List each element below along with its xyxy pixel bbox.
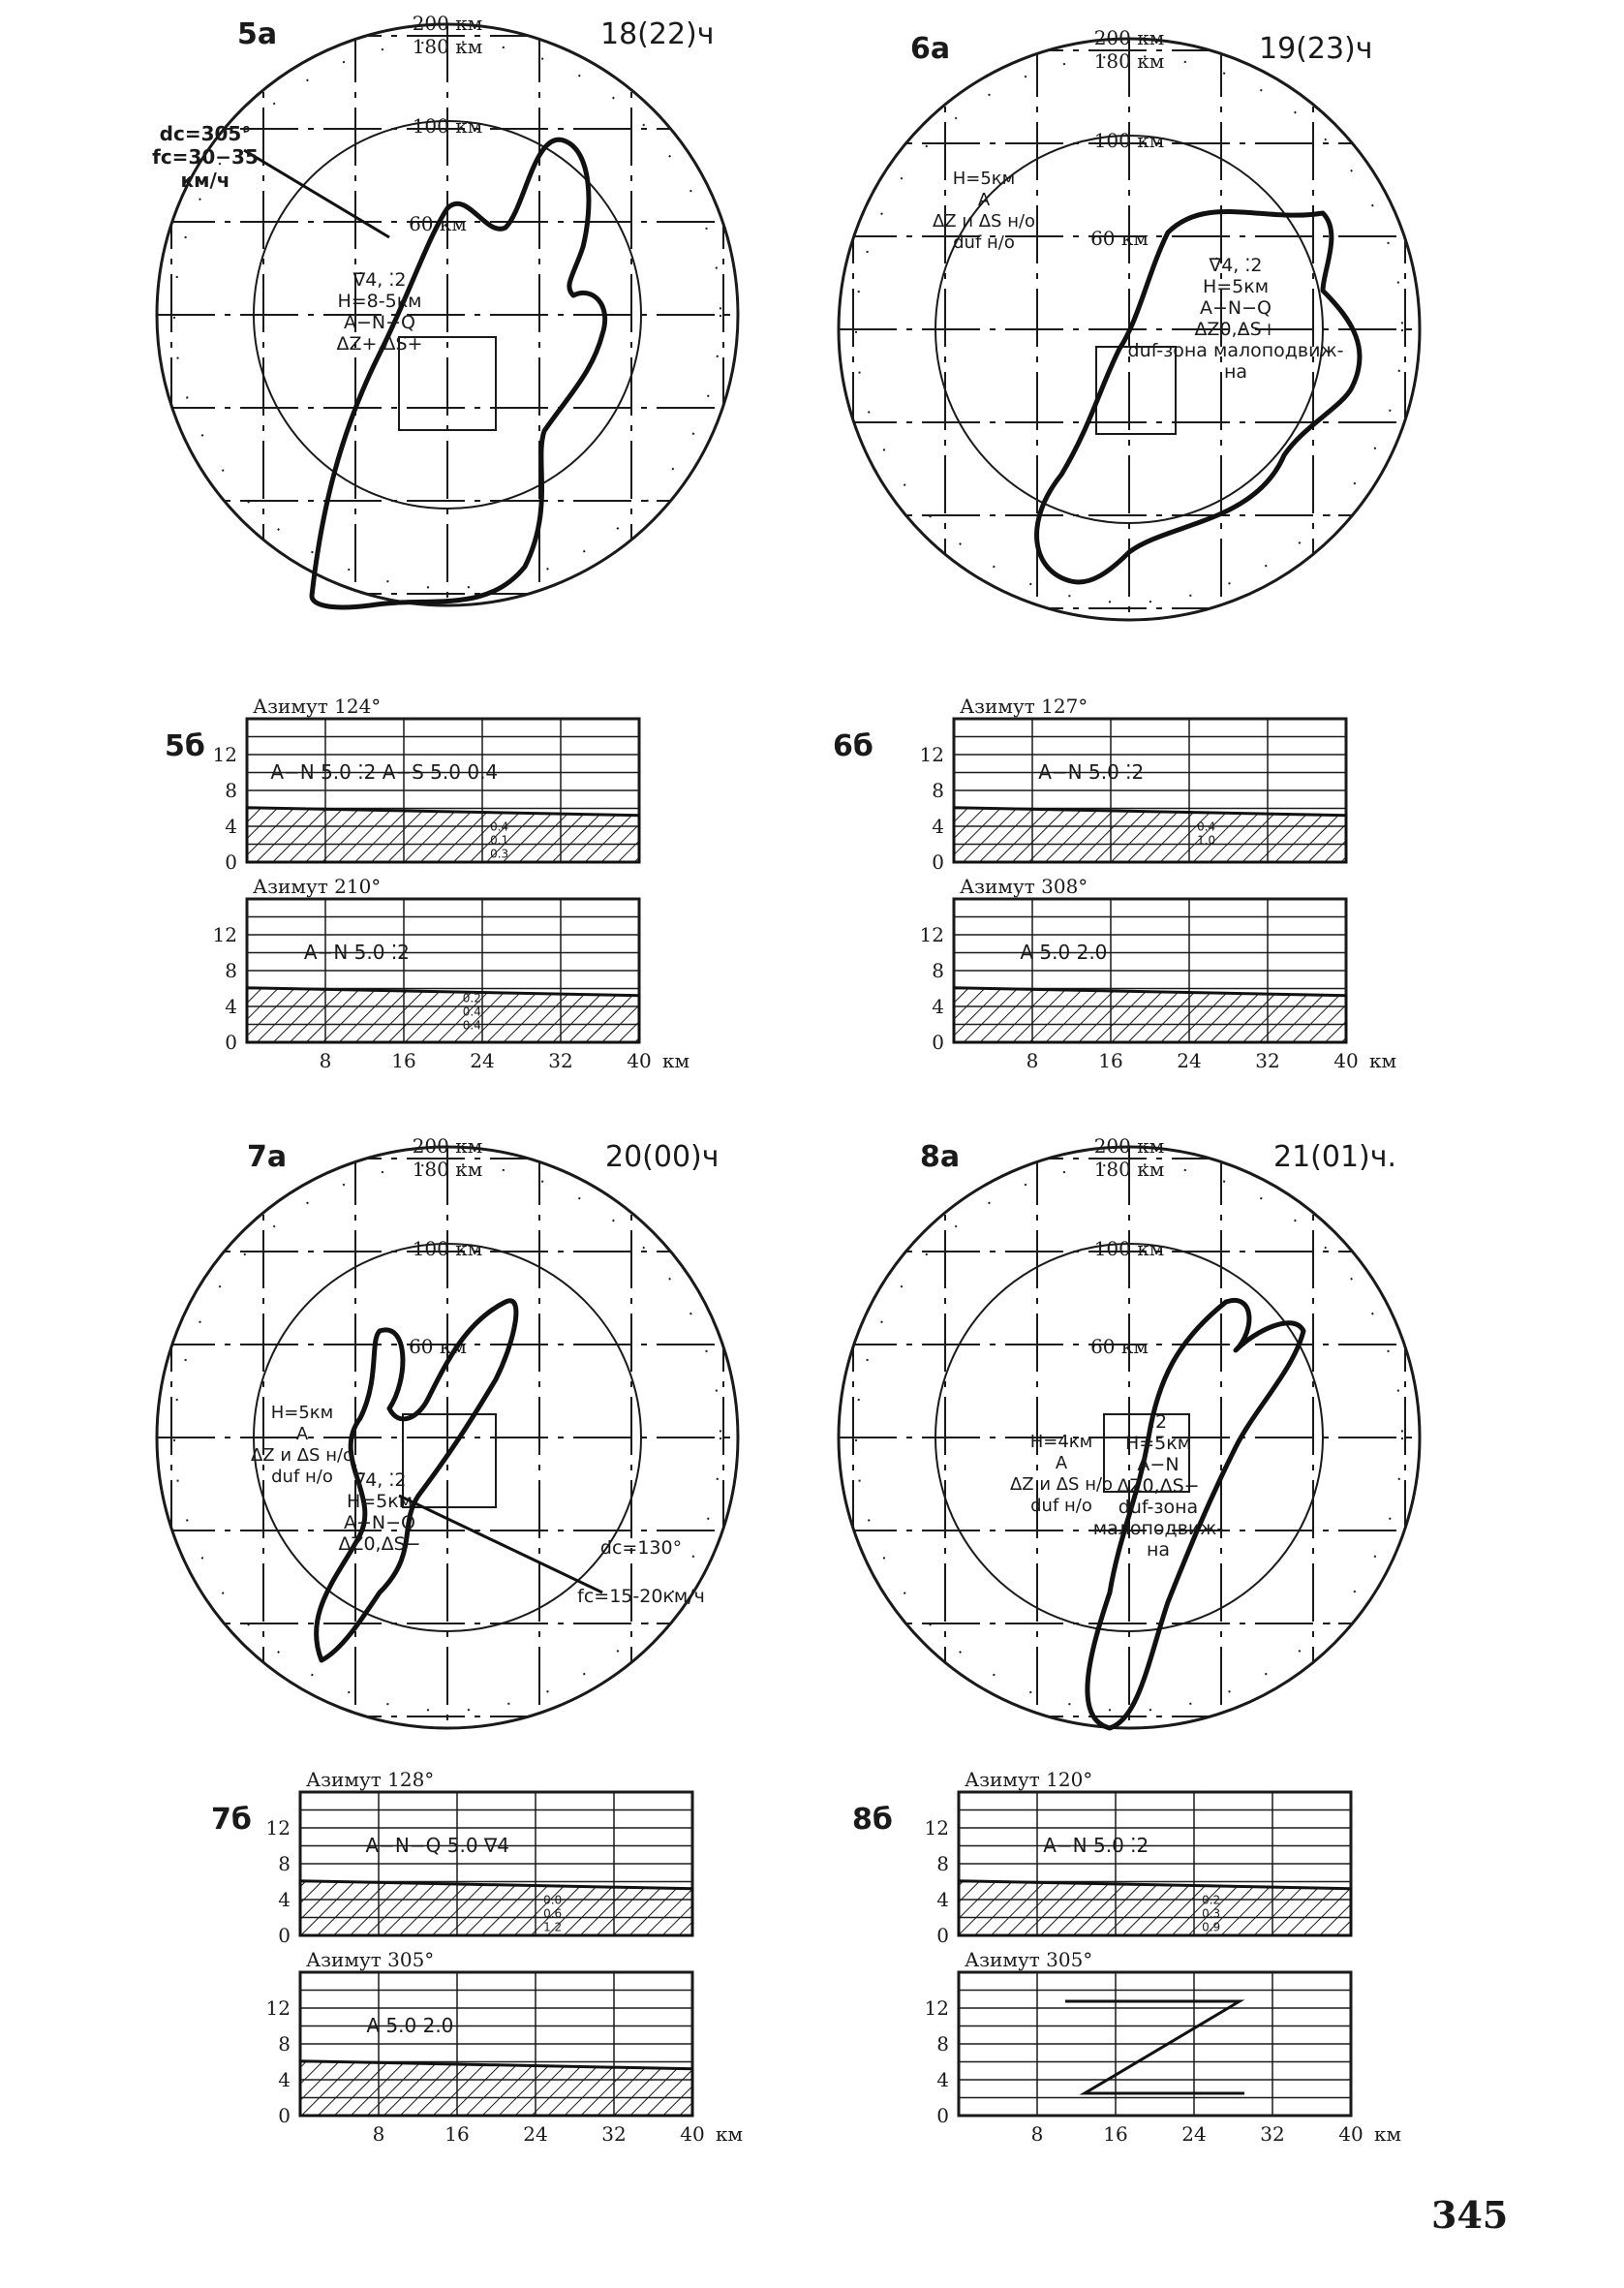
layer-value: 0.1: [490, 833, 509, 848]
section-note: A 5.0 2.0: [366, 2014, 454, 2038]
ring-100-label: 100 км: [412, 114, 483, 138]
cloud-layer: [247, 808, 639, 862]
cross-section: [920, 875, 1346, 1054]
radar-panel-7a: [157, 1134, 738, 1728]
cross-section: [213, 875, 639, 1054]
panel-label: 6a: [910, 32, 951, 66]
note-line: A−N: [1137, 1454, 1180, 1475]
azimuth-title: Азимут 210°: [253, 875, 382, 898]
note2-line: duf н/о: [1030, 1496, 1092, 1516]
x-tick-label: 40: [680, 2122, 705, 2146]
azimuth-title: Азимут 124°: [253, 695, 382, 718]
x-tick-label: 16: [391, 1049, 416, 1072]
ring-200-label: 200 км: [412, 12, 483, 35]
note-line: ΔZ0,ΔS+: [1194, 319, 1277, 340]
section-label: 7б: [211, 1803, 252, 1837]
x-tick-label: 40: [627, 1049, 652, 1072]
section-group-8б: [852, 1768, 1401, 2146]
y-tick-label: 4: [936, 1888, 949, 1911]
ring-180-label: 180 км: [412, 1158, 483, 1181]
motion-label: dc=130°: [599, 1537, 683, 1559]
x-tick-label: 24: [470, 1049, 495, 1072]
azimuth-title: Азимут 305°: [965, 1948, 1093, 1971]
x-tick-label: 16: [1103, 2122, 1128, 2146]
layer-value: 0.9: [1202, 1920, 1221, 1934]
note2-line: H=4км: [1029, 1432, 1093, 1452]
y-tick-label: 8: [932, 959, 944, 982]
note-line: H=5км: [346, 1491, 414, 1512]
ring-200-label: 200 км: [412, 1134, 483, 1158]
y-tick-label: 0: [225, 850, 237, 874]
panel-label: 8a: [920, 1140, 961, 1174]
section-note: A 5.0 2.0: [1020, 941, 1108, 965]
note2-line: ΔZ и ΔS н/о: [932, 211, 1036, 232]
section-label: 8б: [852, 1803, 893, 1837]
ring-180-label: 180 км: [1093, 49, 1165, 73]
ring-100-label: 100 км: [1093, 1237, 1165, 1260]
x-tick-label: 8: [1030, 2122, 1044, 2146]
ring-180-label: 180 км: [412, 35, 483, 58]
cross-section: [925, 1948, 1351, 2127]
layer-value: 0.0: [543, 1893, 563, 1907]
radar-panel-5a: [152, 12, 738, 607]
layer-value: 0.2: [462, 991, 481, 1005]
y-tick-label: 0: [932, 850, 944, 874]
ring-100-label: 100 км: [412, 1237, 483, 1260]
page-number: 345: [1431, 2193, 1509, 2237]
y-tick-label: 4: [225, 995, 237, 1018]
y-tick-label: 12: [212, 743, 237, 766]
y-tick-label: 12: [265, 1816, 291, 1840]
note2-line: duf н/о: [953, 232, 1015, 253]
layer-value: 0.3: [490, 847, 509, 861]
section-note: A−N 5.0 ⁚2: [1043, 1834, 1149, 1858]
panel-label: 5a: [237, 17, 278, 51]
panel-time: 21(01)ч.: [1273, 1140, 1397, 1174]
cross-section: [925, 1768, 1351, 1947]
y-tick-label: 12: [265, 1996, 291, 2020]
y-tick-label: 0: [936, 2104, 949, 2127]
x-tick-label: 32: [1255, 1049, 1280, 1072]
y-tick-label: 12: [212, 923, 237, 946]
radar-panel-6a: [839, 26, 1420, 620]
layer-value: 1.2: [543, 1920, 563, 1934]
y-tick-label: 4: [225, 815, 237, 838]
note-line: ∇̇4, ⁚2: [352, 1469, 407, 1491]
note-line: на: [1223, 361, 1248, 383]
section-note: A−N 5.0 ⁚2: [1038, 760, 1145, 785]
section-label: 6б: [833, 729, 873, 763]
x-tick-label: 8: [319, 1049, 332, 1072]
cloud-layer: [247, 988, 639, 1042]
note-line: на: [1146, 1539, 1171, 1561]
y-tick-label: 8: [936, 1852, 949, 1875]
x-tick-label: 24: [523, 2122, 548, 2146]
panel-time: 20(00)ч: [605, 1140, 720, 1174]
section-label: 5б: [165, 729, 205, 763]
layer-value: 0.4: [462, 1005, 481, 1019]
note2-line: H=5км: [270, 1403, 334, 1423]
x-tick-label: 16: [1098, 1049, 1123, 1072]
note-line: A−N−Q: [343, 1512, 416, 1533]
layer-value: 1.0: [1197, 833, 1216, 848]
panel-time: 18(22)ч: [600, 17, 715, 51]
motion-label: dc=305°: [159, 122, 252, 145]
y-tick-label: 0: [278, 1924, 291, 1947]
radar-grid: [157, 1147, 738, 1728]
y-tick-label: 8: [225, 959, 237, 982]
y-tick-label: 12: [919, 743, 944, 766]
cloud-layer: [954, 808, 1346, 862]
layer-value: 0.3: [1202, 1906, 1221, 1921]
note-line: ΔZ0,ΔS−: [1117, 1475, 1200, 1497]
ring-60-label: 60 км: [409, 212, 467, 235]
y-tick-label: 8: [225, 779, 237, 802]
panel-label: 7a: [247, 1140, 288, 1174]
section-note: A−N 5.0 ⁚2: [303, 941, 410, 965]
azimuth-title: Азимут 128°: [306, 1768, 435, 1791]
layer-value: 0.4: [1197, 819, 1216, 834]
note-line: ∇̇4, ⁚2: [352, 269, 407, 291]
x-tick-label: 32: [548, 1049, 573, 1072]
y-tick-label: 0: [225, 1031, 237, 1054]
x-tick-label: км: [661, 1049, 690, 1072]
section-group-7б: [211, 1768, 743, 2146]
radar-center-square: [403, 1414, 496, 1507]
cross-section: [213, 695, 639, 874]
x-tick-label: 16: [444, 2122, 470, 2146]
note2-line: A: [1055, 1453, 1068, 1473]
motion-arrow: [399, 1496, 602, 1592]
section-note: A−N−Q 5.0 ∇4: [365, 1834, 510, 1858]
note2-line: A: [295, 1424, 309, 1444]
layer-value: 0.2: [1202, 1893, 1221, 1907]
azimuth-title: Азимут 305°: [306, 1948, 435, 1971]
note-line: A−N−Q: [1199, 297, 1272, 319]
y-tick-label: 8: [932, 779, 944, 802]
layer-value: 0.4: [490, 819, 509, 834]
x-tick-label: 8: [372, 2122, 385, 2146]
motion-label: км/ч: [180, 169, 230, 192]
note2-line: ΔZ и ΔS н/о: [1009, 1474, 1114, 1495]
note-line: ⁚2: [1149, 1411, 1168, 1433]
x-tick-label: км: [715, 2122, 744, 2146]
note-line: ΔZ0,ΔS−: [338, 1533, 421, 1555]
note-line: малоподвиж-: [1092, 1518, 1224, 1539]
y-tick-label: 4: [278, 1888, 291, 1911]
note-line: duf-зона малоподвиж-: [1127, 340, 1344, 361]
cross-section: [266, 1948, 692, 2127]
note2-line: ΔZ и ΔS н/о: [250, 1445, 354, 1466]
cloud-layer: [300, 1881, 692, 1935]
section-group-6б: [833, 695, 1396, 1072]
note2-line: A: [977, 190, 991, 210]
layer-value: 0.4: [462, 1018, 481, 1033]
y-tick-label: 12: [919, 923, 944, 946]
x-tick-label: 8: [1026, 1049, 1039, 1072]
panel-time: 19(23)ч: [1259, 32, 1373, 66]
x-tick-label: км: [1373, 2122, 1402, 2146]
motion-arrow: [244, 150, 389, 237]
y-tick-label: 8: [278, 1852, 291, 1875]
cross-section: [920, 695, 1346, 874]
note2-line: duf н/о: [271, 1467, 333, 1487]
azimuth-title: Азимут 308°: [960, 875, 1088, 898]
y-tick-label: 0: [932, 1031, 944, 1054]
note-line: A−N−Q: [343, 312, 416, 333]
cloud-layer: [959, 1881, 1351, 1935]
section-group-5б: [165, 695, 689, 1072]
ring-60-label: 60 км: [409, 1335, 467, 1358]
azimuth-title: Азимут 127°: [960, 695, 1088, 718]
azimuth-title: Азимут 120°: [965, 1768, 1093, 1791]
y-tick-label: 8: [936, 2032, 949, 2056]
note-line: ΔZ+,ΔS+: [336, 333, 423, 355]
note-line: H=5км: [1124, 1433, 1192, 1454]
x-tick-label: 40: [1333, 1049, 1359, 1072]
y-tick-label: 4: [936, 2068, 949, 2091]
y-tick-label: 4: [932, 995, 944, 1018]
layer-value: 0.6: [543, 1906, 563, 1921]
y-tick-label: 8: [278, 2032, 291, 2056]
y-tick-label: 12: [924, 1816, 949, 1840]
y-tick-label: 0: [936, 1924, 949, 1947]
note-line: H=5км: [1202, 276, 1270, 297]
y-tick-label: 0: [278, 2104, 291, 2127]
cloud-layer: [954, 988, 1346, 1042]
note2-line: H=5км: [952, 169, 1016, 189]
x-tick-label: 24: [1181, 2122, 1207, 2146]
x-tick-label: 32: [601, 2122, 627, 2146]
ring-100-label: 100 км: [1093, 129, 1165, 152]
cloud-layer: [300, 2061, 692, 2116]
x-tick-label: 40: [1338, 2122, 1364, 2146]
ring-60-label: 60 км: [1090, 227, 1149, 250]
x-tick-label: 32: [1260, 2122, 1285, 2146]
ring-200-label: 200 км: [1093, 1134, 1165, 1158]
radar-grid: [157, 24, 738, 605]
note-line: ∇̇4, ⁚2: [1209, 255, 1263, 276]
section-note: A−N 5.0 ⁚2 A−S 5.0 0.4: [270, 760, 499, 785]
note-line: H=8-5км: [337, 291, 422, 312]
ring-180-label: 180 км: [1093, 1158, 1165, 1181]
y-tick-label: 4: [932, 815, 944, 838]
note-line: duf-зона: [1118, 1497, 1199, 1518]
x-tick-label: 24: [1177, 1049, 1202, 1072]
cross-section: [266, 1768, 692, 1947]
ring-60-label: 60 км: [1090, 1335, 1149, 1358]
radar-panel-8a: [839, 1134, 1420, 1728]
motion-label: fc=30−35: [152, 145, 259, 169]
y-tick-label: 4: [278, 2068, 291, 2091]
motion-label: fc=15-20км/ч: [577, 1586, 705, 1607]
x-tick-label: км: [1368, 1049, 1397, 1072]
y-tick-label: 12: [924, 1996, 949, 2020]
ring-200-label: 200 км: [1093, 26, 1165, 49]
